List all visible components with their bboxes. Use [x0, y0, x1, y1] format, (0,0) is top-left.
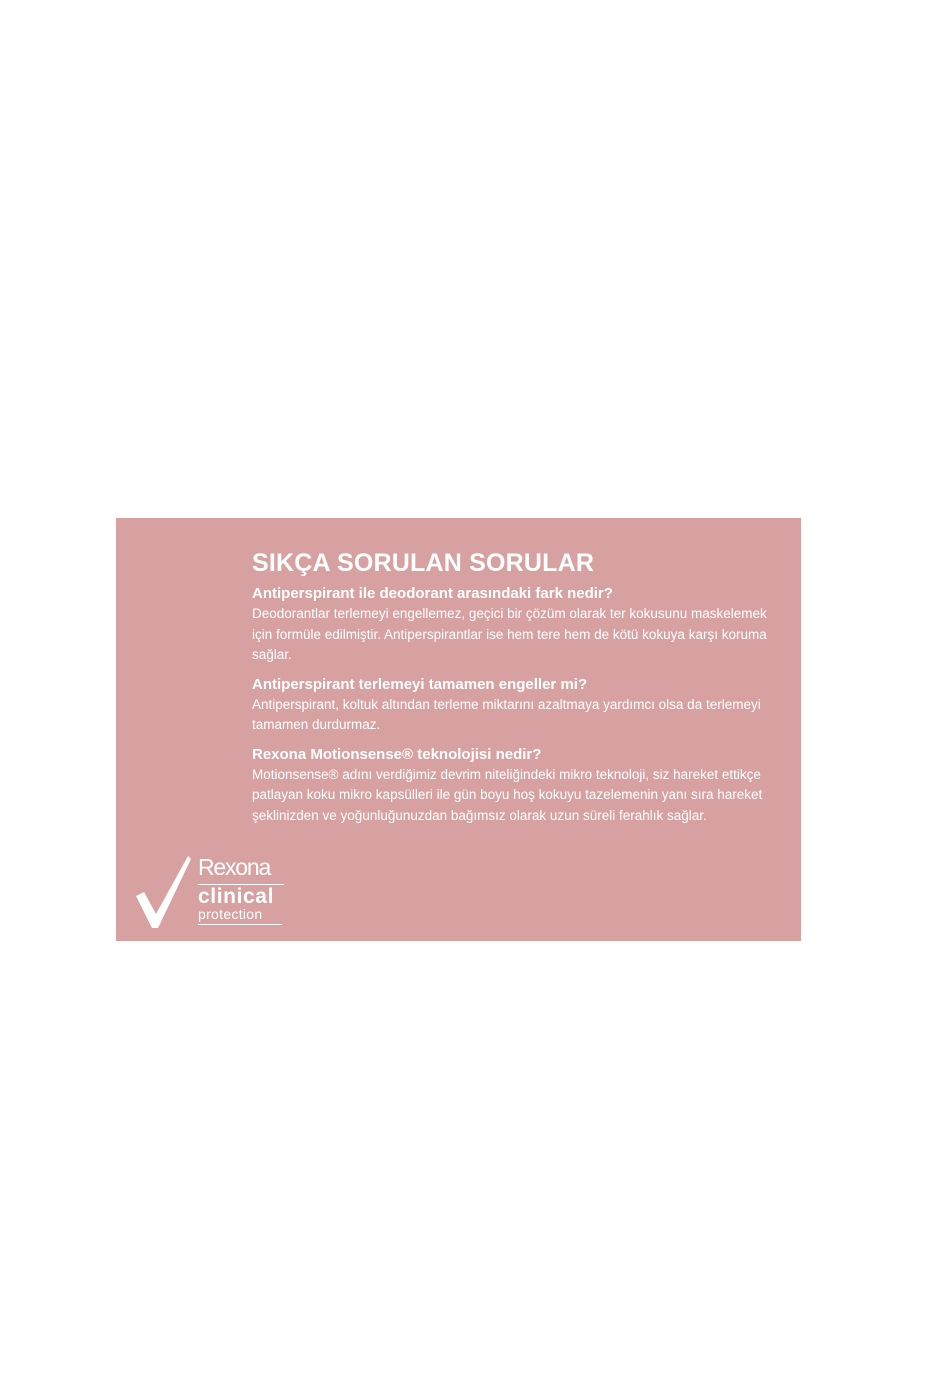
logo-line-clinical: clinical [198, 885, 275, 908]
faq-item [252, 584, 782, 666]
faq-item [252, 675, 782, 736]
faq-answer: Antiperspirant, koltuk altından terleme miktarını azaltmaya yardımcı olsa da terlemeyi tamamen durdurmaz. [252, 696, 761, 732]
logo-divider [198, 924, 282, 925]
logo-brand-name: Rexona [198, 854, 271, 880]
faq-answer: Motionsense® adını verdiğimiz devrim niteliğindeki mikro teknoloji, siz hareket ettikçe patlayan koku mikro kapsülleri ile gün boyu hoş kokuyu tazelemenin yanı sıra hareket şeklinizden ve yoğunluğunuzdan bağımsız olarak uzun süreli ferahlık sağlar. [252, 766, 763, 823]
faq-item [252, 745, 782, 827]
faq-question: Rexona Motionsense® teknolojisi nedir? [252, 745, 542, 763]
faq-question: Antiperspirant terlemeyi tamamen engeller mi? [252, 675, 588, 693]
checkmark-icon [136, 856, 192, 930]
faq-content [252, 548, 782, 835]
faq-question: Antiperspirant ile deodorant arasındaki fark nedir? [252, 585, 613, 602]
faq-answer: Deodorantlar terlemeyi engellemez, geçici bir çözüm olarak ter kokusunu maskelemek için formüle edilmiştir. Antiperspirantlar ise hem tere hem de kötü kokuya karşı koruma sağlar. [252, 606, 767, 662]
faq-title: SIKÇA SORULAN SORULAR [252, 549, 595, 577]
logo-line-protection: protection [198, 906, 263, 922]
rexona-clinical-logo [136, 854, 296, 932]
faq-card [116, 518, 801, 941]
